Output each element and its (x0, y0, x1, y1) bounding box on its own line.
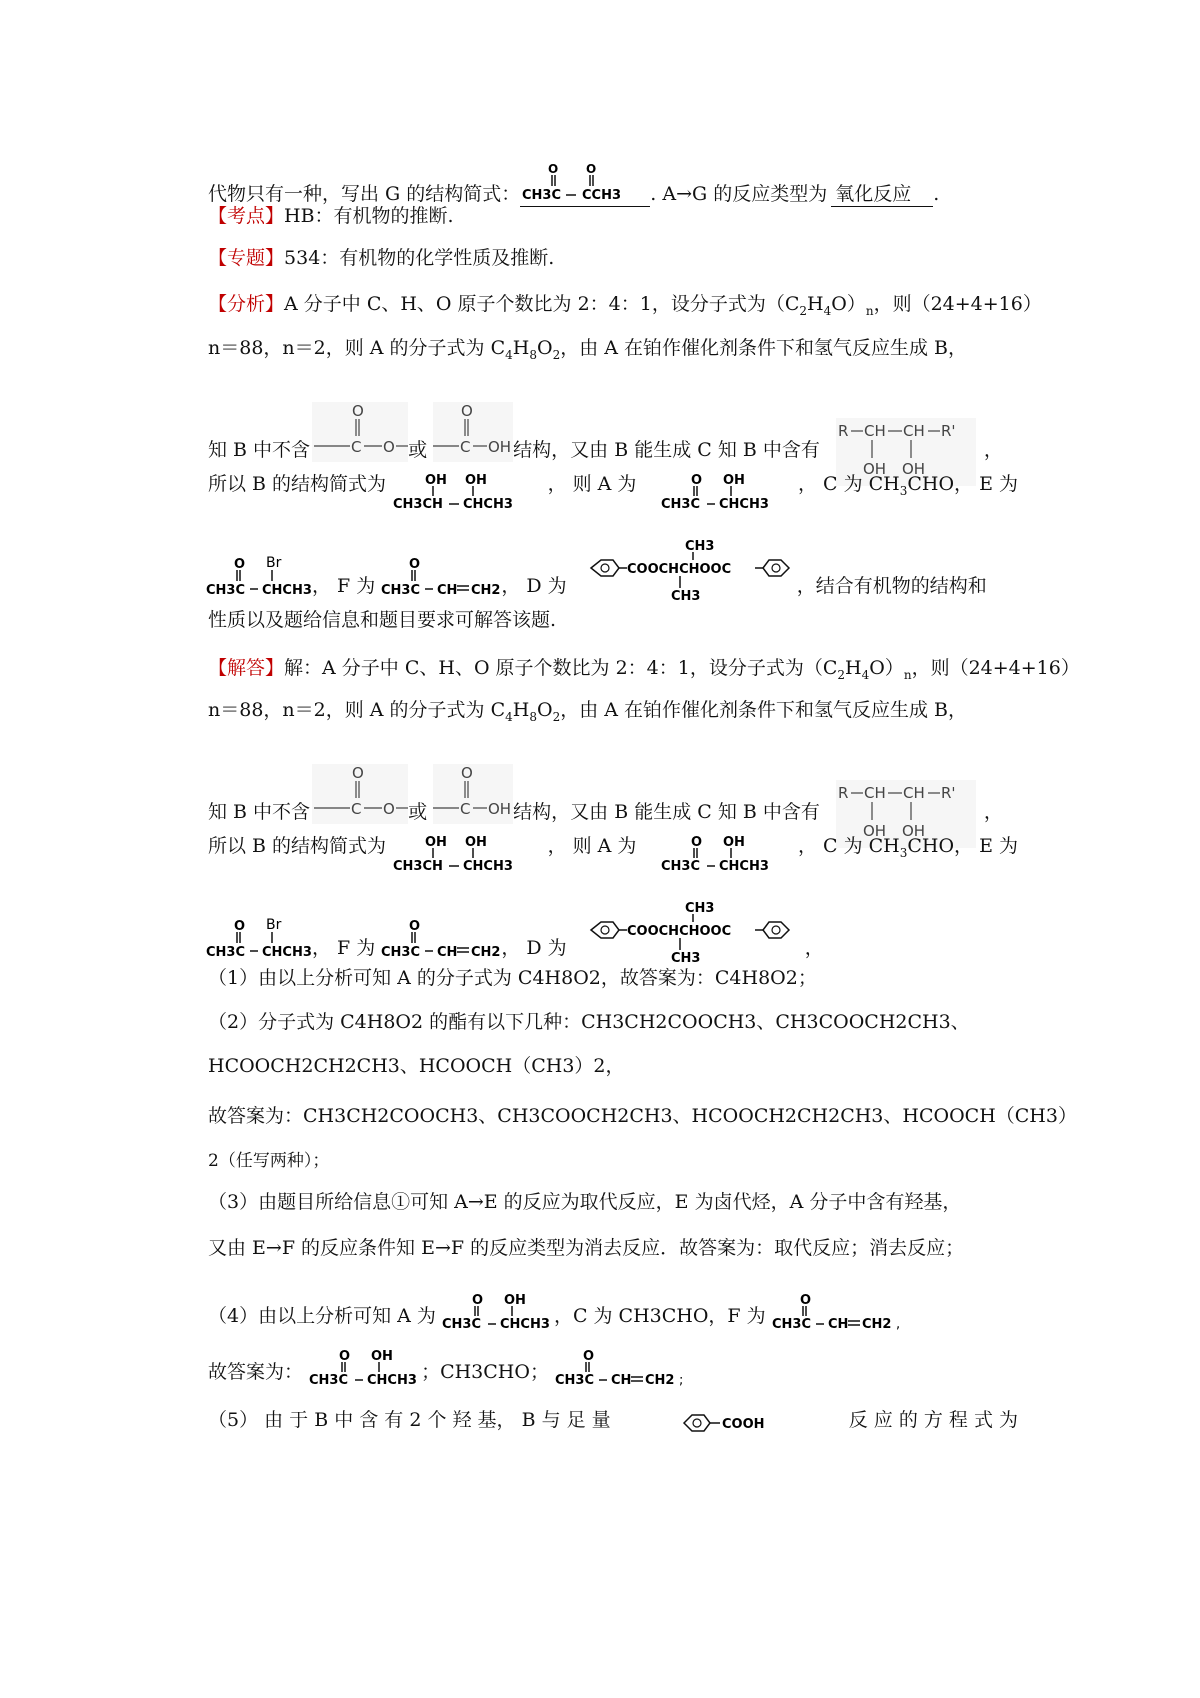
svg-text:O: O (799, 1293, 811, 1308)
svg-text:COOH: COOH (721, 1417, 765, 1432)
answer-5-line-1: （5） 由 于 B 中 含 有 2 个 羟 基， B 与 足 量 COOH 反 应 的 方 程 式 为 (208, 1408, 1018, 1438)
svg-text:CH3C: CH3C (522, 188, 562, 203)
svg-text:CH3CH: CH3CH (392, 497, 443, 512)
svg-text:OH: OH (503, 1293, 526, 1308)
molecule-d (581, 900, 797, 968)
carboxyl-group-structure (433, 402, 513, 462)
molecule-a (442, 1292, 554, 1332)
svg-text:OH: OH (723, 835, 746, 850)
fenxi-line-6: 性质以及题给信息和题目要求可解答该题. (208, 609, 557, 631)
jieda-line-4: 所以 B 的结构简式为 OH OH CH3CH CHCH3 ， 则 A 为 O OH CH3C CHCH3 ， C 为 $CH_3CHO$， E 为 (208, 835, 1018, 874)
svg-text:R: R (837, 784, 849, 802)
molecule-f (772, 1292, 902, 1332)
svg-text:CH3C: CH3C (381, 945, 421, 960)
svg-text:,: , (895, 1317, 900, 1332)
svg-text:OH: OH (488, 438, 512, 456)
carboxyl-group-structure (433, 764, 513, 824)
answer-2-line-4: 2（任写两种）； (208, 1151, 330, 1171)
svg-text:;: ; (679, 1373, 684, 1388)
svg-text:OH: OH (424, 473, 447, 488)
zhuanti-line: 【专题】534：有机物的化学性质及推断. (208, 247, 555, 269)
molecule-a (309, 1348, 421, 1388)
svg-text:OH: OH (488, 800, 512, 818)
svg-text:OH: OH (464, 835, 487, 850)
svg-text:CHCH3: CHCH3 (462, 497, 513, 512)
answer-2-line-3: 故答案为：CH3CH2COOCH3、CH3COOCH2CH3、HCOOCH2CH2CH3、HCOOCH（CH3） (208, 1105, 1077, 1127)
svg-text:CHCH3: CHCH3 (719, 859, 770, 874)
svg-text:CH3C: CH3C (381, 583, 421, 598)
svg-text:CH3C: CH3C (771, 1317, 811, 1332)
svg-text:CH2: CH2 (471, 583, 501, 598)
svg-text:R': R' (940, 784, 956, 802)
svg-text:COOCHCHOOC: COOCHCHOOC (626, 924, 731, 939)
svg-text:CH: CH (437, 583, 458, 598)
svg-text:CH3C: CH3C (661, 497, 701, 512)
answer-3-line-1: （3）由题目所给信息①可知 A→E 的反应为取代反应，E 为卤代烃，A 分子中含有羟基， (208, 1191, 962, 1213)
svg-text:COOCHCHOOC: COOCHCHOOC (626, 562, 731, 577)
svg-text:C: C (351, 800, 362, 818)
svg-text:OH: OH (862, 822, 886, 840)
molecule-g (520, 162, 648, 204)
answer-reaction-type: 氧化反应 (831, 182, 933, 207)
answer-g-structure (520, 162, 650, 207)
fenxi-line-3: 知 B 中不含 O C O 或 O C OH 结构，又由 B 能生成 C 知 B 中含有 R CH CH R' OH OH ， (208, 402, 1018, 486)
svg-text:O: O (691, 473, 703, 488)
svg-text:Br: Br (266, 917, 282, 933)
svg-text:O: O (409, 557, 421, 572)
svg-text:OH: OH (862, 460, 886, 478)
svg-text:C: C (460, 438, 471, 456)
molecule-f (555, 1348, 685, 1388)
fenxi-line-1: 【分析】A 分子中 C、H、O 原子个数比为 2：4：1，设分子式为$(C_2H_4O)_n$，则（24+4+16） (208, 293, 1042, 318)
svg-text:OH: OH (723, 473, 746, 488)
molecule-a (661, 472, 773, 512)
svg-text:O: O (461, 402, 473, 420)
svg-text:C: C (351, 438, 362, 456)
molecule-f (381, 916, 501, 960)
svg-text:CH2: CH2 (645, 1373, 675, 1388)
ester-group-structure (312, 764, 408, 824)
svg-text:CHCH3: CHCH3 (367, 1373, 417, 1388)
svg-text:CH3C: CH3C (441, 1317, 481, 1332)
svg-text:CH: CH (437, 945, 458, 960)
zhuanti-tag: 【专题】 (208, 247, 285, 269)
svg-text:CH: CH (863, 784, 886, 802)
svg-text:CHCH3: CHCH3 (719, 497, 770, 512)
svg-text:OH: OH (901, 822, 925, 840)
svg-text:O: O (586, 162, 597, 176)
svg-text:O: O (691, 835, 703, 850)
benzoic-acid-structure (680, 1408, 780, 1438)
jieda-line-5: O Br CH3C CHCH3 ， F 为 O CH3C CH CH2 ， D 为 COOCHCHOOC CH3 CH3 ， (206, 901, 824, 966)
svg-text:O: O (234, 919, 246, 934)
svg-text:CHCH3: CHCH3 (262, 945, 312, 960)
svg-text:CH: CH (611, 1373, 632, 1388)
jieda-line-1: 【解答】解：A 分子中 C、H、O 原子个数比为 2：4：1，设分子式为$(C_2H_4O)_n$，则（24+4+16） (208, 657, 1080, 682)
molecule-f (381, 554, 501, 598)
svg-text:C: C (460, 800, 471, 818)
svg-text:O: O (352, 402, 364, 420)
svg-text:O: O (339, 1349, 351, 1364)
line-1: 代物只有一种，写出 G 的结构简式： O O CH3C CCH3 . A→G 的反应类型为 氧化反应 . (208, 162, 940, 205)
answer-1: （1）由以上分析可知 A 的分子式为 C4H8O2，故答案为：C4H8O2； (208, 967, 817, 989)
molecule-a (661, 834, 773, 874)
answer-4-line-2: 故答案为： O OH CH3C CHCH3 ；CH3CHO； O CH3C CH CH2 ; (208, 1349, 684, 1388)
svg-text:CHCH3: CHCH3 (462, 859, 513, 874)
svg-text:O: O (461, 764, 473, 782)
jieda-line-3: 知 B 中不含 O C O 或 O C OH 结构，又由 B 能生成 C 知 B 中含有 R CH CH R' OH OH ， (208, 764, 1018, 848)
answer-2-line-2: HCOOCH2CH2CH3、HCOOCH（CH3）2， (208, 1055, 625, 1077)
svg-text:CH3: CH3 (670, 951, 701, 966)
svg-text:CH2: CH2 (861, 1317, 892, 1332)
svg-text:CH3: CH3 (670, 589, 701, 604)
svg-text:OH: OH (901, 460, 925, 478)
jieda-tag: 【解答】 (208, 657, 285, 679)
answer-3-line-2: 又由 E→F 的反应条件知 E→F 的反应类型为消去反应．故答案为：取代反应；消去反应； (208, 1237, 965, 1259)
fenxi-tag: 【分析】 (208, 293, 285, 315)
svg-text:R: R (837, 422, 849, 440)
svg-text:CCH3: CCH3 (582, 188, 622, 203)
answer-4-line-1: （4）由以上分析可知 A 为 O OH CH3C CHCH3 ，C 为 CH3CHO，F 为 O CH3C CH CH2 , (208, 1293, 900, 1332)
svg-text:CH3C: CH3C (555, 1373, 595, 1388)
fenxi-line-4: 所以 B 的结构简式为 OH OH CH3CH CHCH3 ， 则 A 为 O OH CH3C CHCH3 ， C 为 $CH_3CHO$， E 为 (208, 473, 1018, 512)
svg-text:O: O (409, 919, 421, 934)
svg-text:O: O (583, 1349, 595, 1364)
svg-text:CH: CH (863, 422, 886, 440)
jieda-line-2: n＝88，n＝2，则 A 的分子式为 $C_4H_8O_2$，由 A 在铂作催化剂条件下和氢气反应生成 B， (208, 699, 968, 724)
svg-text:CHCH3: CHCH3 (499, 1317, 550, 1332)
molecule-e (206, 554, 312, 598)
svg-text:Br: Br (266, 555, 282, 571)
svg-text:CH3C: CH3C (206, 583, 246, 598)
kaodian-line: 【考点】HB：有机物的推断. (208, 205, 454, 227)
svg-text:CH3: CH3 (684, 901, 715, 916)
svg-text:O: O (383, 438, 395, 456)
svg-text:O: O (234, 557, 246, 572)
svg-text:O: O (352, 764, 364, 782)
svg-text:CH3CH: CH3CH (392, 859, 443, 874)
ester-group-structure (312, 402, 408, 462)
svg-text:OH: OH (371, 1349, 393, 1364)
svg-text:CH3C: CH3C (661, 859, 701, 874)
svg-text:CH3C: CH3C (206, 945, 246, 960)
fenxi-line-2: n＝88，n＝2，则 A 的分子式为 $C_4H_8O_2$，由 A 在铂作催化剂条件下和氢气反应生成 B， (208, 337, 968, 362)
svg-text:R': R' (940, 422, 956, 440)
svg-text:O: O (383, 800, 395, 818)
svg-text:O: O (471, 1293, 483, 1308)
molecule-b (393, 834, 523, 874)
svg-text:CH2: CH2 (471, 945, 501, 960)
svg-text:OH: OH (464, 473, 487, 488)
svg-text:OH: OH (424, 835, 447, 850)
fenxi-line-5: O Br CH3C CHCH3 ， F 为 O CH3C CH CH2 ， D 为 COOCHCHOOC CH3 CH3 ，结合有机物的结构和 (206, 539, 987, 604)
svg-text:O: O (548, 162, 559, 176)
svg-text:CH3: CH3 (684, 539, 715, 554)
molecule-d (581, 538, 797, 606)
molecule-e (206, 916, 312, 960)
kaodian-tag: 【考点】 (208, 205, 285, 227)
answer-2-line-1: （2）分子式为 C4H8O2 的酯有以下几种：CH3CH2COOCH3、CH3COOCH2CH3、 (208, 1011, 970, 1033)
svg-text:CH: CH (902, 784, 925, 802)
svg-text:CH: CH (902, 422, 925, 440)
svg-text:CH: CH (827, 1317, 849, 1332)
molecule-b (393, 472, 523, 512)
svg-text:CH3C: CH3C (309, 1373, 349, 1388)
svg-text:CHCH3: CHCH3 (262, 583, 312, 598)
